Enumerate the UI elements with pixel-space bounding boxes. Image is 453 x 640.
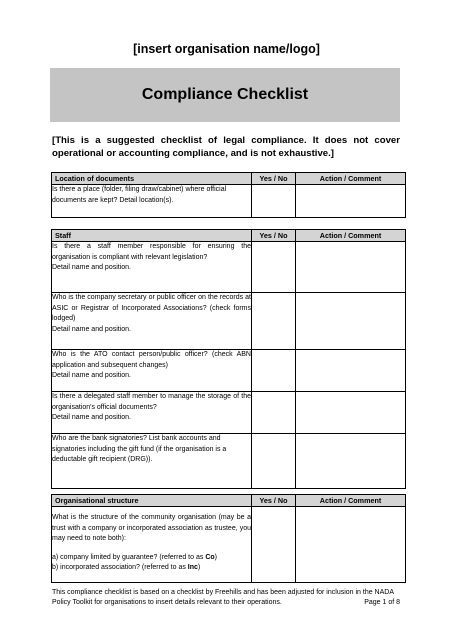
question-detail: Detail name and position. bbox=[52, 264, 131, 271]
yes-no-header: Yes / No bbox=[252, 173, 296, 185]
question-text: Who is the company secretary or public officer on the records at ASIC or Registrar of Incorporated Associations? (check forms lodged) bbox=[52, 294, 251, 322]
section-header-row bbox=[52, 495, 406, 507]
yes-no-cell[interactable] bbox=[252, 507, 296, 583]
section-header-row bbox=[52, 230, 406, 242]
question-cell bbox=[52, 392, 252, 434]
action-comment-cell[interactable] bbox=[296, 507, 406, 583]
section-heading: Staff bbox=[52, 230, 252, 242]
option-incorporated-text: b) incorporated association? (referred to as bbox=[52, 564, 188, 571]
yes-no-cell[interactable] bbox=[252, 242, 296, 293]
page-footer bbox=[52, 588, 400, 608]
section-header-row bbox=[52, 173, 406, 185]
question-cell bbox=[52, 185, 252, 218]
question-cell bbox=[52, 434, 252, 489]
yes-no-cell[interactable] bbox=[252, 350, 296, 392]
question-detail: Detail name and position. bbox=[52, 414, 131, 421]
page-title: Compliance Checklist bbox=[141, 86, 309, 103]
action-comment-cell[interactable] bbox=[296, 434, 406, 489]
action-comment-cell[interactable] bbox=[296, 185, 406, 218]
checklist-row bbox=[52, 392, 406, 434]
checklist-row bbox=[52, 507, 406, 583]
checklist-row bbox=[52, 293, 406, 350]
yes-no-cell[interactable] bbox=[252, 434, 296, 489]
organisation-placeholder: [insert organisation name/logo] bbox=[133, 42, 320, 56]
question-detail: Detail name and position. bbox=[52, 372, 131, 379]
action-comment-cell[interactable] bbox=[296, 242, 406, 293]
action-comment-cell[interactable] bbox=[296, 350, 406, 392]
question-detail: Detail name and position. bbox=[52, 325, 131, 333]
option-company: a) company limited by guarantee? (referred to as Co) bbox=[52, 553, 217, 561]
question-cell bbox=[52, 242, 252, 293]
question-text: Who are the bank signatories? List bank accounts and signatories including the gift fund (if the organisation is a deductable gift recipient (DRG)). bbox=[52, 435, 227, 463]
option-company-text: a) company limited by guarantee? (referred to as bbox=[52, 553, 206, 561]
yes-no-cell[interactable] bbox=[252, 293, 296, 350]
section-heading: Location of documents bbox=[52, 173, 252, 185]
title-banner bbox=[50, 68, 400, 122]
checklist-row bbox=[52, 434, 406, 489]
yes-no-cell[interactable] bbox=[252, 185, 296, 218]
action-comment-header: Action / Comment bbox=[296, 495, 406, 507]
action-comment-header: Action / Comment bbox=[296, 173, 406, 185]
yes-no-cell[interactable] bbox=[252, 392, 296, 434]
location-of-documents-table bbox=[51, 172, 406, 218]
question-text: Is there a place (folder, filing draw/cabinet) where official documents are kept? Detail location(s). bbox=[52, 186, 227, 204]
checklist-row bbox=[52, 350, 406, 392]
staff-table bbox=[51, 229, 406, 489]
question-cell bbox=[52, 350, 252, 392]
question-cell bbox=[52, 507, 252, 583]
option-incorporated: b) incorporated association? (referred to as Inc) bbox=[52, 564, 201, 571]
action-comment-header: Action / Comment bbox=[296, 230, 406, 242]
organisational-structure-table bbox=[51, 494, 406, 583]
yes-no-header: Yes / No bbox=[252, 230, 296, 242]
question-text: Is there a staff member responsible for ensuring the organisation is compliant with relevant legislation? bbox=[52, 243, 251, 261]
section-heading: Organisational structure bbox=[52, 495, 252, 507]
option-incorporated-code: Inc bbox=[187, 564, 198, 571]
action-comment-cell[interactable] bbox=[296, 293, 406, 350]
page-number: Page 1 of 8 bbox=[364, 599, 400, 606]
question-text: Is there a delegated staff member to manage the storage of the organisation's official documents? bbox=[52, 393, 251, 411]
disclaimer-notice: [This is a suggested checklist of legal compliance. It does not cover operational or accounting compliance, and is not exhaustive.] bbox=[52, 135, 400, 159]
checklist-row bbox=[52, 185, 406, 218]
question-text: Who is the ATO contact person/public officer? (check ABN application and subsequent changes) bbox=[52, 351, 251, 369]
option-company-code: Co bbox=[205, 553, 215, 561]
checklist-row bbox=[52, 242, 406, 293]
footer-text: This compliance checklist is based on a checklist by Freehills and has been adjusted for inclusion in the NADA Policy Toolkit for organisations to insert details relevant to their operations. bbox=[52, 589, 394, 606]
question-text: What is the structure of the community organisation (may be a trust with a company or incorporated association as trustee, you may need to note both): bbox=[52, 514, 251, 542]
action-comment-cell[interactable] bbox=[296, 392, 406, 434]
question-cell bbox=[52, 293, 252, 350]
yes-no-header: Yes / No bbox=[252, 495, 296, 507]
